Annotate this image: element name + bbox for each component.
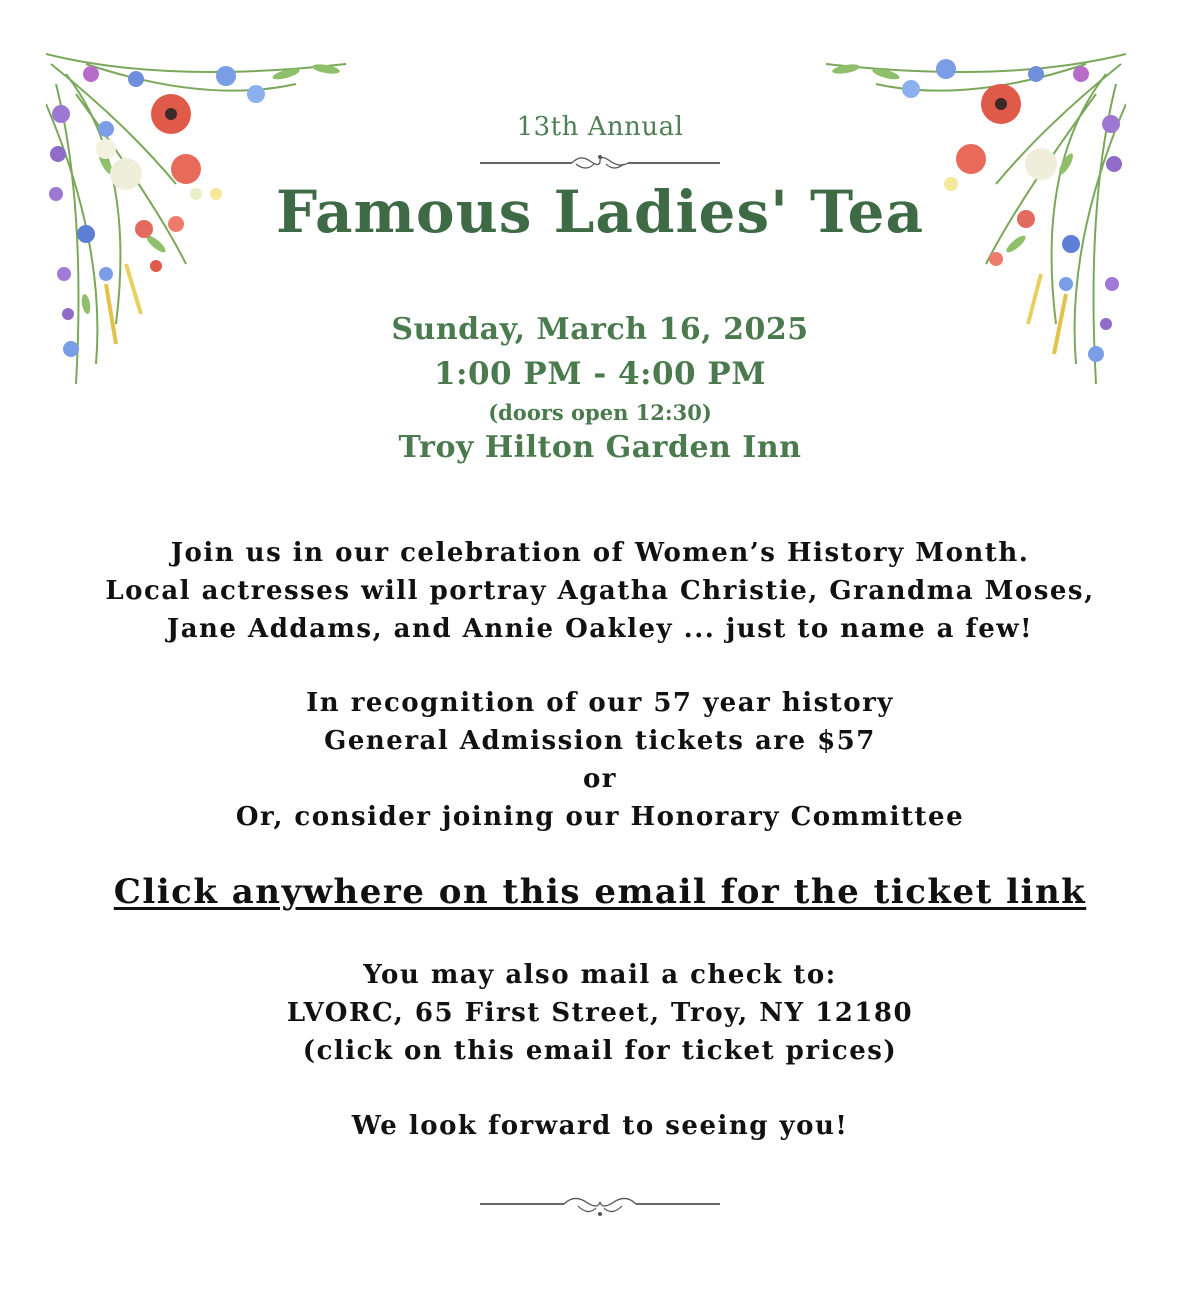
mail-paragraph (0, 956, 1200, 1070)
flourish-divider-bottom (480, 1192, 720, 1222)
tickets-line: General Admission tickets are $57 (324, 726, 876, 756)
intro-line: Join us in our celebration of Women’s History Month. (170, 538, 1030, 568)
event-date: Sunday, March 16, 2025 (391, 312, 809, 347)
intro-line: Local actresses will portray Agatha Christie, Grandma Moses, (105, 576, 1095, 606)
event-venue: Troy Hilton Garden Inn (398, 430, 802, 465)
flourish-divider-top (480, 150, 720, 176)
mail-address: LVORC, 65 First Street, Troy, NY 12180 (286, 998, 914, 1028)
intro-line: Jane Addams, and Annie Oakley ... just to name a few! (166, 614, 1034, 644)
intro-paragraph (0, 534, 1200, 648)
tickets-line: In recognition of our 57 year history (306, 688, 894, 718)
ticket-link[interactable]: Click anywhere on this email for the ticket link (113, 872, 1087, 912)
tickets-line: Or, consider joining our Honorary Committee (235, 802, 965, 832)
mail-line: You may also mail a check to: (363, 960, 837, 990)
page-title: Famous Ladies' Tea (275, 178, 925, 246)
closing-message: We look forward to seeing you! (351, 1111, 849, 1141)
doors-open-time: (doors open 12:30) (488, 400, 712, 425)
tickets-paragraph (0, 684, 1200, 836)
tickets-line: or (582, 764, 618, 794)
mail-line: (click on this email for ticket prices) (302, 1036, 898, 1066)
event-time: 1:00 PM - 4:00 PM (433, 356, 767, 392)
event-edition: 13th Annual (516, 112, 684, 142)
